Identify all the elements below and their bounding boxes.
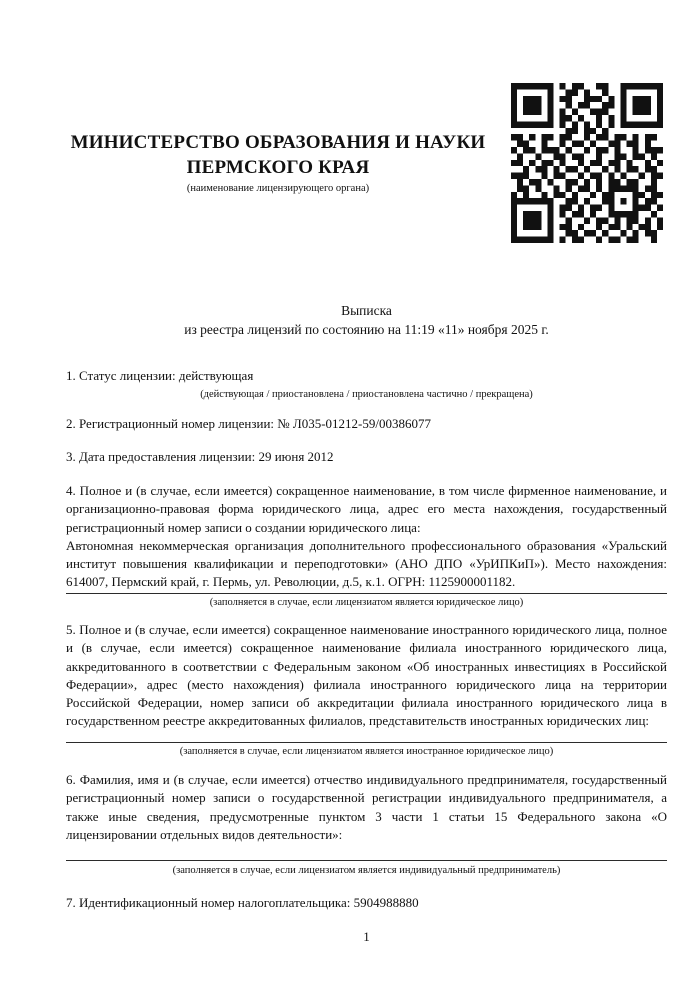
document-title-line2: из реестра лицензий по состоянию на 11:19 «11» ноября 2025 г. xyxy=(184,321,549,337)
legal-entity-item xyxy=(66,482,667,609)
document-title-line1: Выписка xyxy=(341,303,392,318)
license-status-text: 1. Статус лицензии: действующая xyxy=(66,368,254,383)
ministry-name-line2: ПЕРМСКОГО КРАЯ xyxy=(186,157,370,178)
foreign-entity-value xyxy=(66,731,667,743)
document-title xyxy=(66,302,667,339)
foreign-entity-label: 5. Полное и (в случае, если имеется) сокращенное наименование иностранного юридического лица, полное и (в случае, если имеется) сокращенное наименование филиала иностранного юридического лица, аккредитованного в соответствии с Федеральным законом «Об иностранных инвестициях в Российской Федерации», адрес (место нахождения) филиала иностранного юридического лица на территории Российской Федерации, номер записи об аккредитации филиала иностранного юридического лица в государственном реестре аккредитованных филиалов, представительств иностранных юридических лиц: xyxy=(66,622,667,729)
taxpayer-number-text: 7. Идентификационный номер налогоплательщика: 5904988880 xyxy=(66,895,419,910)
qr-code xyxy=(511,83,663,243)
entrepreneur-label: 6. Фамилия, имя и (в случае, если имеется) отчество индивидуального предпринимателя, государственный регистрационный номер записи о государственной регистрации индивидуального предпринимателя, а также иные сведения, предусмотренные пунктом 3 части 1 статьи 15 Федерального закона «О лицензировании отдельных видов деятельности»: xyxy=(66,772,667,842)
license-status-item xyxy=(66,367,667,401)
ministry-name-caption: (наименование лицензирующего органа) xyxy=(186,183,370,194)
legal-entity-label: 4. Полное и (в случае, если имеется) сокращенное наименование, в том числе фирменное наименование, и организационно-правовая форма юридического лица, адрес его места нахождения, государственный регистрационный номер записи о создании юридического лица: xyxy=(66,483,667,535)
legal-entity-value: Автономная некоммерческая организация дополнительного профессионального образования «Уральский институт повышения квалификации и переподготовки» (АНО ДПО «УрИПКиП»). Место нахождения: 614007, Пермский край, г. Пермь, ул. Революции, д.5, к.1. ОГРН: 1125900001182. xyxy=(66,537,667,594)
license-status-caption: (действующая / приостановлена / приостановлена частично / прекращена) xyxy=(200,388,533,400)
legal-entity-caption: (заполняется в случае, если лицензиатом является юридическое лицо) xyxy=(209,597,524,609)
license-date-item xyxy=(66,448,667,466)
entrepreneur-caption: (заполняется в случае, если лицензиатом является индивидуальный предприниматель) xyxy=(172,864,561,876)
page-number: 1 xyxy=(363,929,370,944)
ministry-name-line1: МИНИСТЕРСТВО ОБРАЗОВАНИЯ И НАУКИ xyxy=(70,132,486,153)
entrepreneur-value xyxy=(66,844,667,861)
registration-number-text: 2. Регистрационный номер лицензии: № Л035-01212-59/00386077 xyxy=(66,416,432,431)
licensing-authority-header xyxy=(66,130,490,195)
foreign-entity-caption: (заполняется в случае, если лицензиатом является иностранное юридическое лицо) xyxy=(179,746,554,758)
entrepreneur-item xyxy=(66,771,667,877)
foreign-entity-item xyxy=(66,621,667,758)
registration-number-item xyxy=(66,415,667,433)
taxpayer-number-item xyxy=(66,894,667,912)
license-date-text: 3. Дата предоставления лицензии: 29 июня 2012 xyxy=(66,449,334,464)
